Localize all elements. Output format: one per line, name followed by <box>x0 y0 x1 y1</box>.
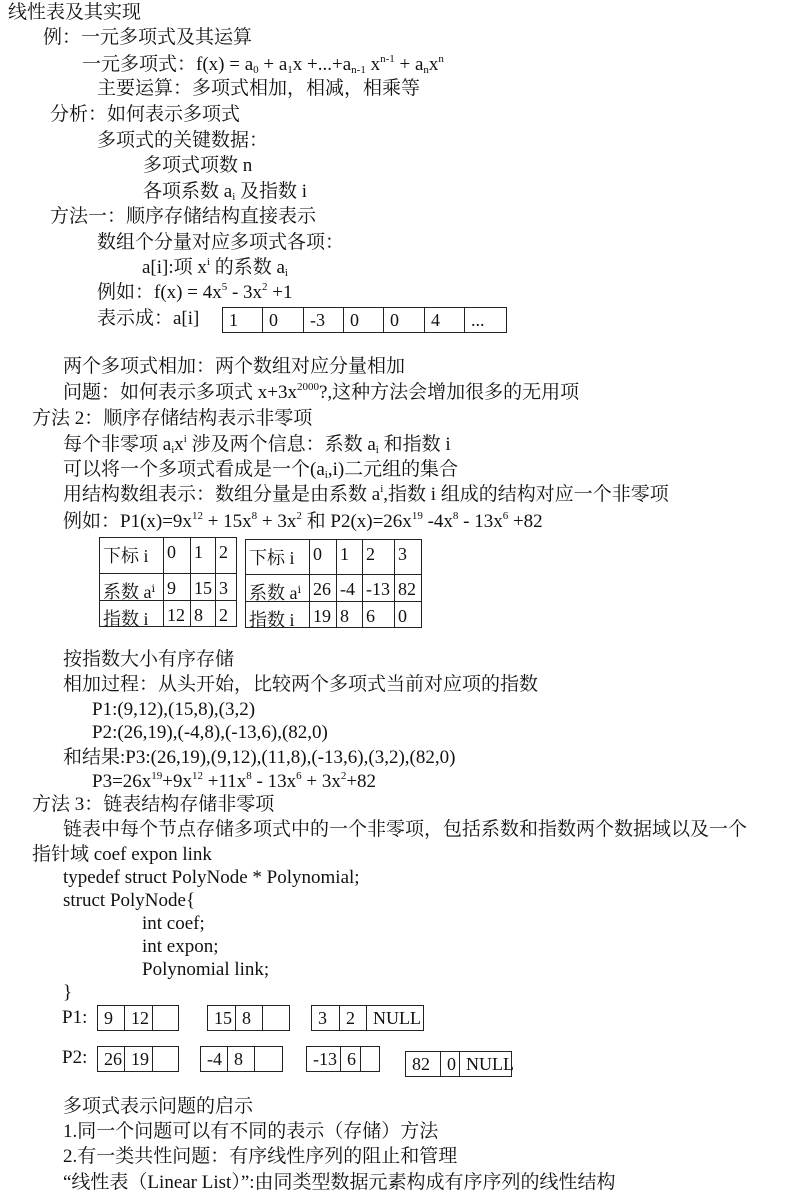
text-line <box>82 54 444 76</box>
text-line <box>32 794 274 816</box>
subscript: 0 <box>253 64 259 76</box>
text-line <box>97 78 420 100</box>
text-run: 多项式表示问题的启示 <box>63 1096 254 1117</box>
text-run: 多项式的关键数据： <box>97 130 269 151</box>
text-line <box>32 408 312 430</box>
subscript: i <box>171 444 175 456</box>
text-run: 一元多项式：f(x) = a <box>82 54 254 75</box>
text-line <box>92 722 328 744</box>
text-run: 的系数 a <box>209 257 285 278</box>
text-run: 例如：P1(x)=9x <box>63 511 192 532</box>
list-node-field: 8 <box>235 1005 263 1031</box>
text-run: ,i)二元组的集合 <box>327 459 459 480</box>
table-cell: -13 <box>362 574 395 602</box>
text-line <box>142 257 288 279</box>
table-cell: 2 <box>215 537 237 574</box>
text-run: 多项式项数 n <box>143 155 253 176</box>
text-line <box>8 2 141 24</box>
text-run: 指针域 coef expon link <box>32 844 212 865</box>
text-run: + a <box>394 54 424 75</box>
superscript: 12 <box>192 770 204 782</box>
text-run: P1:(9,12),(15,8),(3,2) <box>92 699 256 720</box>
text-run: + 15x <box>202 511 252 532</box>
text-line <box>92 699 255 721</box>
superscript: 6 <box>296 770 302 782</box>
list-node-field <box>360 1046 380 1072</box>
text-run: 表示成：a[i] <box>97 308 200 329</box>
superscript: 8 <box>251 510 258 522</box>
table-cell: 1 <box>190 537 216 574</box>
list-node-field: 9 <box>97 1005 125 1031</box>
text-run: 和 P2(x)=26x <box>301 511 412 532</box>
superscript: 2 <box>262 281 268 293</box>
text-line <box>63 356 405 378</box>
table-cell: 2 <box>362 539 395 575</box>
array-cell: -3 <box>303 307 344 333</box>
text-run: x +...+a <box>292 54 352 75</box>
table-cell: 8 <box>336 601 363 628</box>
text-run: x <box>428 54 439 75</box>
text-run: 及指数 i <box>235 181 308 202</box>
text-run: 两个多项式相加：两个数组对应分量相加 <box>63 356 406 377</box>
text-line <box>97 282 293 304</box>
text-run: 数组个分量对应多项式各项： <box>97 232 345 253</box>
table-cell: 指数 i <box>99 600 164 627</box>
text-line <box>63 484 669 506</box>
text-run: +82 <box>508 511 543 532</box>
superscript: 19 <box>151 770 163 782</box>
text-line <box>63 982 72 1004</box>
table-cell: -4 <box>336 574 363 602</box>
list-node-field: -13 <box>306 1046 341 1072</box>
list-node-field: 8 <box>227 1046 255 1072</box>
text-run: +1 <box>267 282 293 303</box>
table-cell: 0 <box>163 537 191 574</box>
text-line <box>63 890 195 912</box>
table-cell: 下标 i <box>99 537 164 574</box>
list-node-field: 26 <box>97 1046 125 1072</box>
subscript: i <box>284 267 288 279</box>
text-line <box>62 1007 87 1029</box>
table-cell: 系数 aⁱ <box>245 574 310 602</box>
text-run: a[i]:项 x <box>142 257 207 278</box>
text-run: int expon; <box>142 936 219 957</box>
text-line <box>50 104 240 126</box>
text-run: Polynomial link; <box>142 959 270 980</box>
table-cell: 系数 aⁱ <box>99 573 164 601</box>
list-node-field <box>152 1046 179 1072</box>
list-node-field: 2 <box>339 1005 367 1031</box>
text-line <box>143 181 307 203</box>
text-run: - 13x <box>458 511 503 532</box>
text-line <box>63 459 458 481</box>
superscript: 19 <box>411 510 423 522</box>
text-line <box>63 747 455 769</box>
text-run: - 3x <box>227 282 263 303</box>
text-line <box>63 1121 438 1143</box>
table-cell: 0 <box>309 539 337 575</box>
text-line <box>43 27 252 49</box>
text-run: 2.有一类共性问题：有序线性序列的阻止和管理 <box>63 1146 458 1167</box>
text-run: - 13x <box>251 771 297 792</box>
text-run: 链表中每个节点存储多项式中的一个非零项，包括系数和指数两个数据域以及一个 <box>63 819 748 840</box>
list-node-field: 19 <box>124 1046 153 1072</box>
text-line <box>142 959 269 981</box>
text-line <box>142 913 205 935</box>
superscript: n <box>438 53 444 65</box>
array-cell: 1 <box>222 307 263 333</box>
list-node-field <box>152 1005 179 1031</box>
table-cell: 0 <box>394 601 422 628</box>
text-run: 相加过程：从头开始，比较两个多项式当前对应项的指数 <box>63 674 539 695</box>
text-run: int coef; <box>142 913 205 934</box>
text-run: 例：一元多项式及其运算 <box>43 27 253 48</box>
text-run: 方法 3：链表结构存储非零项 <box>32 794 275 815</box>
table-cell: 3 <box>394 539 422 575</box>
list-node-field: 15 <box>207 1005 236 1031</box>
list-node-field <box>254 1046 283 1072</box>
list-node-field: 82 <box>405 1051 441 1077</box>
text-line <box>63 1146 457 1168</box>
text-line <box>32 844 212 866</box>
table-cell: 9 <box>163 573 191 601</box>
array-cell: 0 <box>383 307 425 333</box>
table-cell: 2 <box>215 600 237 627</box>
text-run: x <box>174 434 184 455</box>
text-run: P1: <box>62 1007 88 1028</box>
text-line <box>63 1172 616 1194</box>
text-line <box>63 819 747 841</box>
text-run: + 3x <box>301 771 341 792</box>
text-run: 方法一：顺序存储结构直接表示 <box>50 206 317 227</box>
text-run: 和指数 i <box>378 434 451 455</box>
text-run: struct PolyNode{ <box>63 890 196 911</box>
superscript: 12 <box>191 510 203 522</box>
text-run: 问题：如何表示多项式 x+3x <box>63 382 297 403</box>
text-run: 方法 2：顺序存储结构表示非零项 <box>32 408 313 429</box>
text-run: 涉及两个信息：系数 a <box>186 434 376 455</box>
table-cell: 下标 i <box>245 539 310 575</box>
list-node-field <box>262 1005 290 1031</box>
text-run: “线性表（Linear List）”:由同类型数据元素构成有序序列的线性结构 <box>63 1172 616 1193</box>
text-run: 分析：如何表示多项式 <box>50 104 241 125</box>
text-line <box>97 130 268 152</box>
text-line <box>63 511 543 533</box>
text-run: +9x <box>162 771 193 792</box>
superscript: 2 <box>340 770 347 782</box>
superscript: 8 <box>452 510 459 522</box>
subscript: i <box>375 444 379 456</box>
text-run: -4x <box>422 511 453 532</box>
text-run: ?,这种方法会增加很多的无用项 <box>318 382 580 403</box>
text-run: } <box>63 982 73 1003</box>
list-node-field: NULL <box>366 1005 424 1031</box>
subscript: n <box>423 64 429 76</box>
table-cell: 6 <box>362 601 395 628</box>
text-run: 按指数大小有序存储 <box>63 649 235 670</box>
superscript: 2000 <box>296 381 319 393</box>
list-node-field: 6 <box>340 1046 361 1072</box>
table-cell: 指数 i <box>245 601 310 628</box>
text-run: +11x <box>203 771 247 792</box>
text-line <box>97 232 344 254</box>
list-node-field: 3 <box>311 1005 340 1031</box>
subscript: i <box>232 191 236 203</box>
text-run: typedef struct PolyNode * Polynomial; <box>63 867 360 888</box>
text-run: x <box>365 54 381 75</box>
text-run: P2:(26,19),(-4,8),(-13,6),(82,0) <box>92 722 328 743</box>
superscript: 8 <box>246 770 252 782</box>
table-cell: 12 <box>163 600 191 627</box>
array-cell: 4 <box>424 307 465 333</box>
text-run: 例如：f(x) = 4x <box>97 282 222 303</box>
text-run: ,指数 i 组成的结构对应一个非零项 <box>383 484 669 505</box>
table-cell: 1 <box>336 539 363 575</box>
text-line <box>97 308 199 330</box>
text-run: 1.同一个问题可以有不同的表示（存储）方法 <box>63 1121 439 1142</box>
superscript: 6 <box>502 510 509 522</box>
subscript: i <box>324 469 328 481</box>
subscript: n-1 <box>351 64 366 76</box>
text-run: 线性表及其实现 <box>8 2 142 23</box>
table-cell: 19 <box>309 601 337 628</box>
text-line <box>62 1047 87 1069</box>
superscript: n-1 <box>380 53 395 65</box>
text-run: 主要运算：多项式相加，相减，相乘等 <box>97 78 421 99</box>
text-line <box>63 867 360 889</box>
text-line <box>50 206 316 228</box>
text-line <box>63 382 579 404</box>
superscript: i <box>183 433 187 445</box>
text-run: + a <box>258 54 288 75</box>
text-run: 和结果:P3:(26,19),(9,12),(11,8),(-13,6),(3,2),(82,0) <box>63 747 456 768</box>
text-run: 各项系数 a <box>143 181 233 202</box>
array-cell: 0 <box>343 307 384 333</box>
superscript: 5 <box>221 281 228 293</box>
subscript: 1 <box>287 64 293 76</box>
table-cell: 26 <box>309 574 337 602</box>
superscript: i <box>206 256 210 268</box>
list-node-field: 0 <box>440 1051 460 1077</box>
table-cell: 15 <box>190 573 216 601</box>
text-line <box>143 155 252 177</box>
text-run: 可以将一个多项式看成是一个(a <box>63 459 325 480</box>
list-node-field: NULL <box>459 1051 512 1077</box>
text-run: 每个非零项 a <box>63 434 172 455</box>
text-run: P3=26x <box>92 771 152 792</box>
array-cell: ... <box>464 307 507 333</box>
array-cell: 0 <box>262 307 304 333</box>
text-line <box>142 936 219 958</box>
text-run: +82 <box>346 771 377 792</box>
list-node-field: 12 <box>124 1005 153 1031</box>
superscript: i <box>380 483 384 495</box>
table-cell: 3 <box>215 573 237 601</box>
text-run: + 3x <box>257 511 297 532</box>
list-node-field: -4 <box>200 1046 228 1072</box>
text-run: 用结构数组表示：数组分量是由系数 a <box>63 484 381 505</box>
text-line <box>63 674 538 696</box>
text-run: P2: <box>62 1047 88 1068</box>
text-line <box>92 771 376 793</box>
text-line <box>63 649 234 671</box>
text-line <box>63 434 451 456</box>
superscript: 2 <box>296 510 302 522</box>
text-line <box>63 1096 253 1118</box>
table-cell: 8 <box>190 600 216 627</box>
table-cell: 82 <box>394 574 422 602</box>
